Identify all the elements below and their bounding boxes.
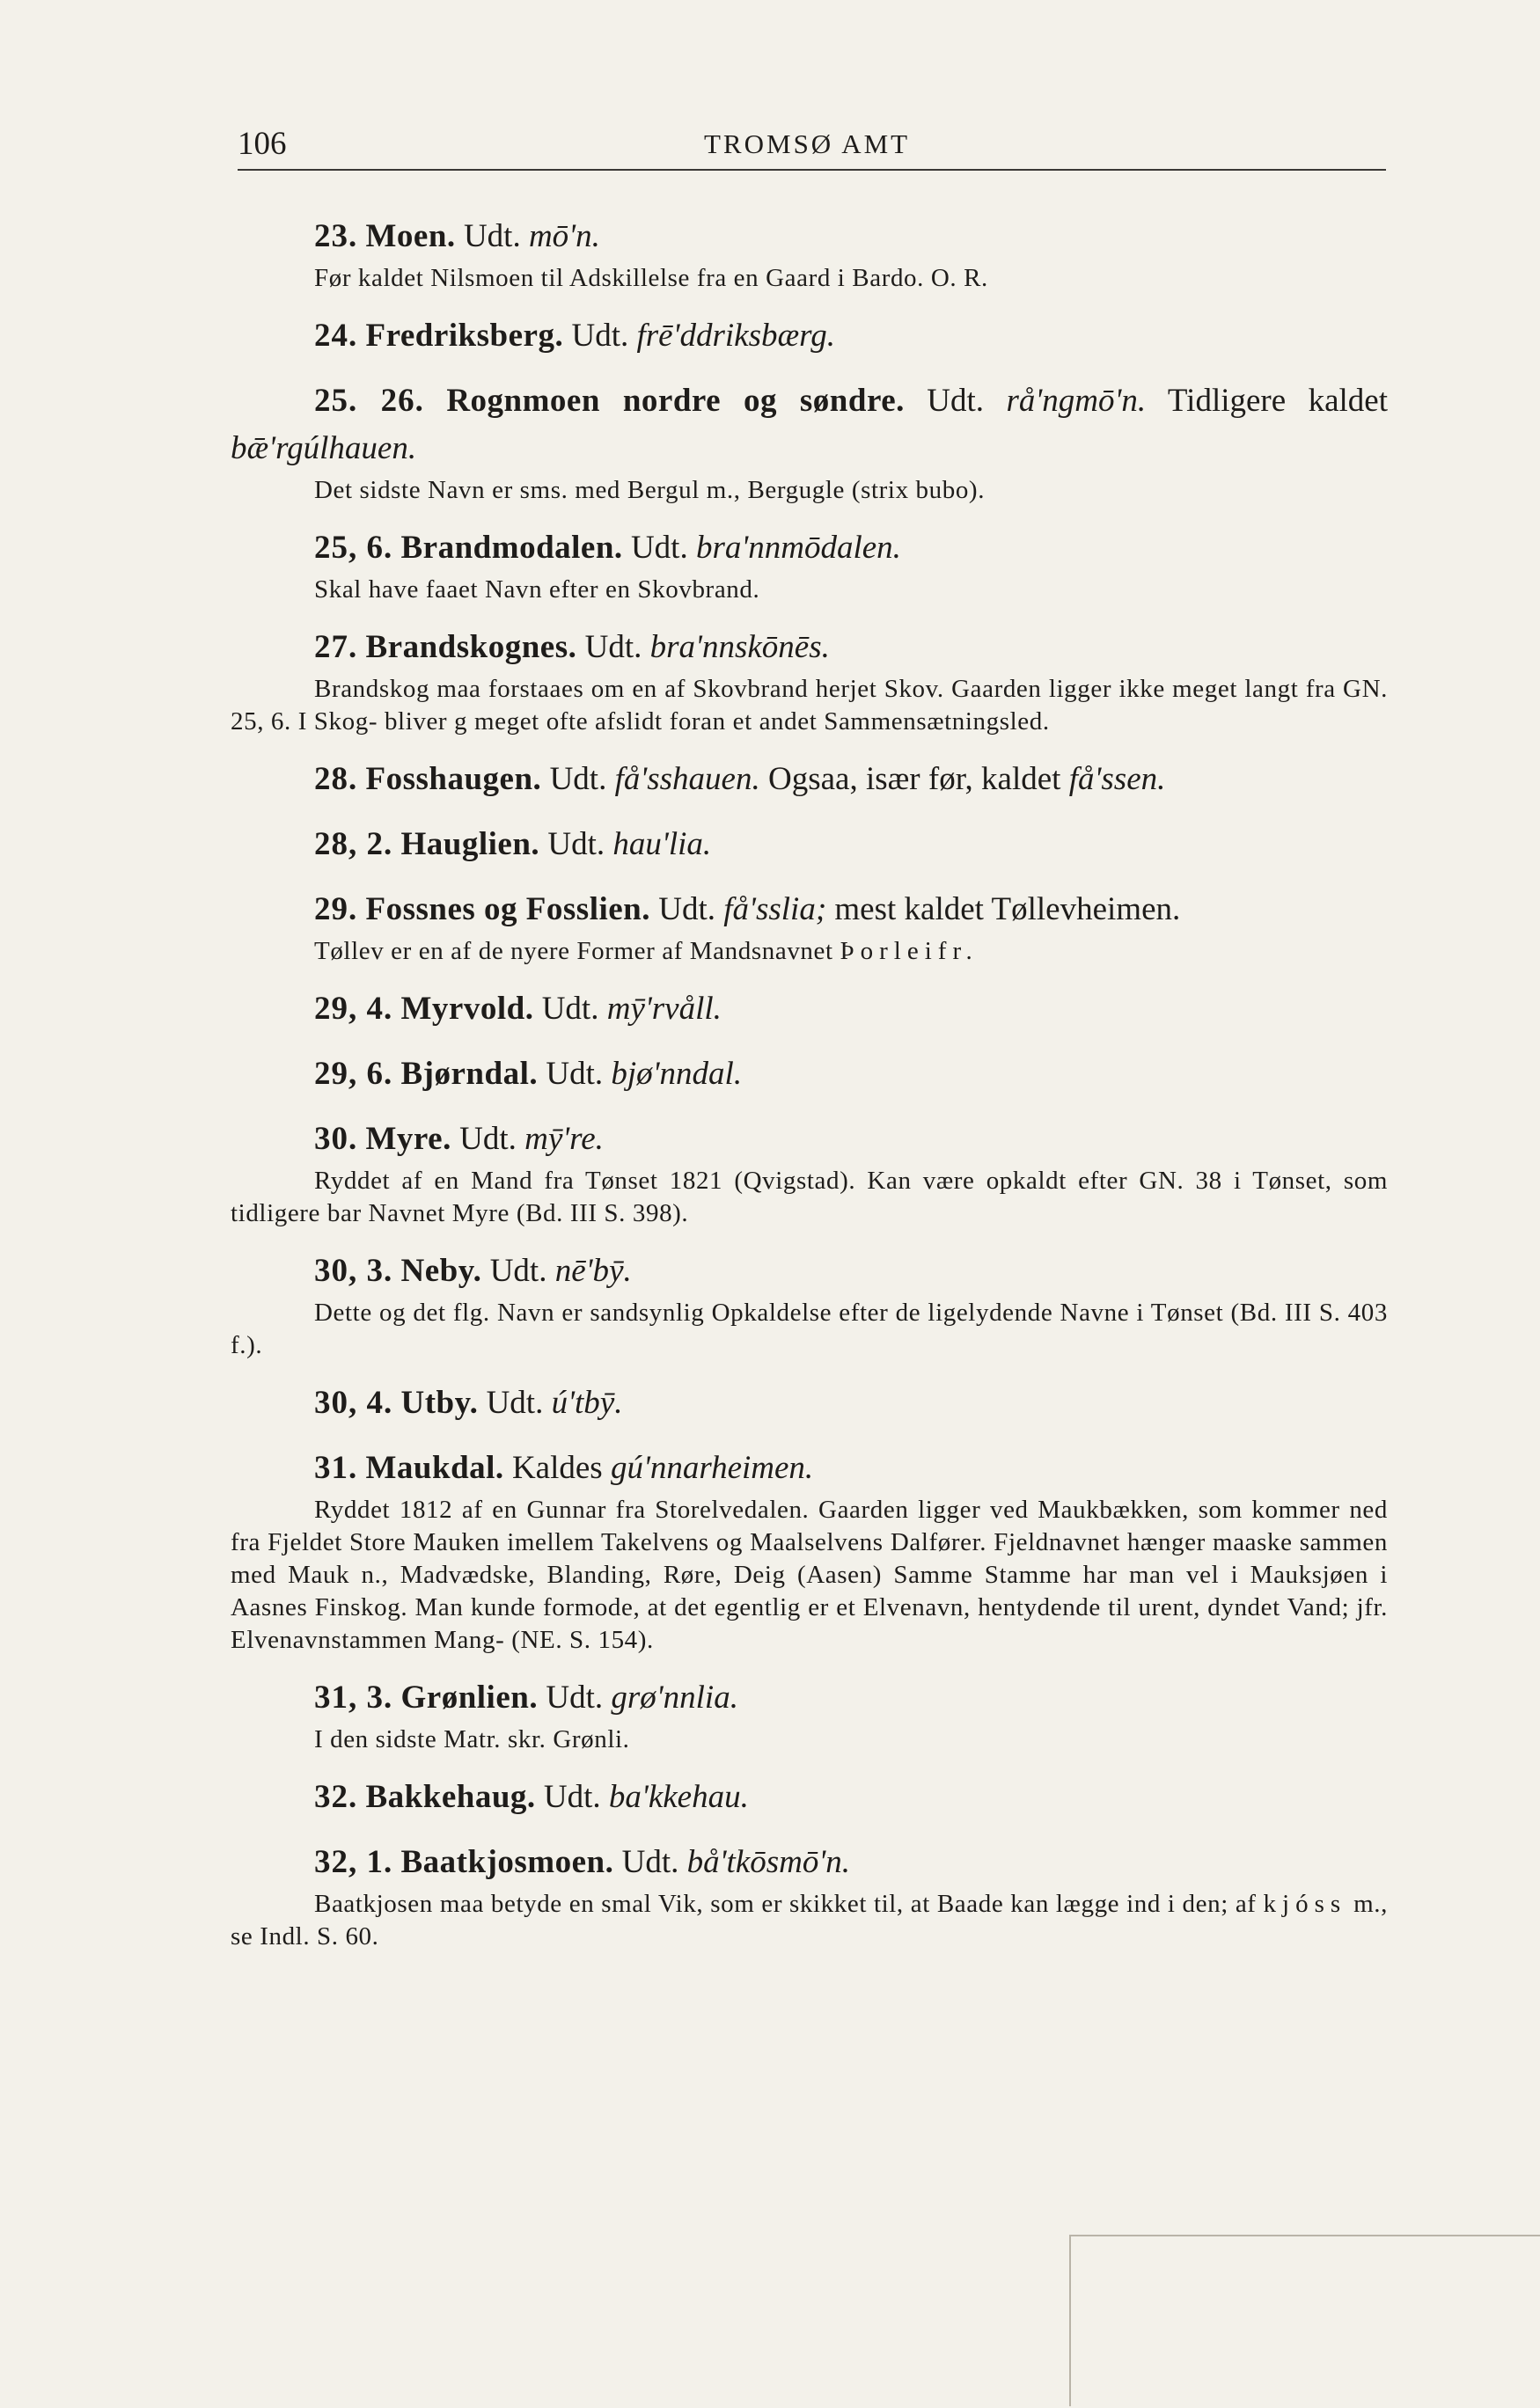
entry: [231, 756, 1388, 803]
heading-text: Ogsaa, især før, kaldet: [767, 761, 1061, 797]
entry: [231, 985, 1388, 1033]
heading-text: mest kaldet Tøllevheimen.: [834, 891, 1181, 927]
entry-note: [231, 1297, 1388, 1362]
entry-number: 24.: [314, 318, 358, 354]
entry-gap: [231, 1098, 1388, 1116]
entry-number: 30, 3.: [314, 1253, 393, 1289]
farm-name: Fosshaugen.: [365, 761, 542, 797]
entry-heading: [231, 1380, 1388, 1427]
entry-heading: [231, 1674, 1388, 1722]
pronunciation-lead: Udt.: [584, 629, 642, 665]
entry-heading: [231, 1050, 1388, 1098]
scan-mark: [1069, 2235, 1071, 2406]
entry: [231, 524, 1388, 606]
entry: [231, 1050, 1388, 1098]
entry-note: [231, 1724, 1388, 1756]
pronunciation-lead: Udt.: [546, 1056, 604, 1092]
alt-pronunciation: bǣ'rgúlhauen.: [231, 430, 417, 466]
farm-name: Bakkehaug.: [365, 1779, 536, 1815]
pronunciation: mȳ're.: [524, 1121, 604, 1157]
pronunciation: rå'ngmō'n.: [1006, 383, 1147, 419]
farm-name: Hauglien.: [400, 826, 540, 862]
entry: [231, 1248, 1388, 1362]
entry-gap: [231, 1756, 1388, 1774]
entry: [231, 1116, 1388, 1230]
entry-heading: [231, 886, 1388, 933]
entry-number: 30, 4.: [314, 1385, 393, 1421]
entry-number: 28, 2.: [314, 826, 393, 862]
running-title: TROMSØ AMT: [704, 128, 911, 159]
entry: [231, 377, 1388, 507]
page-header: [238, 125, 1386, 171]
pronunciation: gú'nnarheimen.: [610, 1450, 814, 1486]
farm-name: Moen.: [365, 218, 456, 254]
farm-name: Fredriksberg.: [365, 318, 564, 354]
farm-name: Neby.: [400, 1253, 482, 1289]
entry: [231, 312, 1388, 360]
entry-note: [231, 1165, 1388, 1230]
pronunciation: hau'lia.: [612, 826, 712, 862]
farm-name: Brandskognes.: [365, 629, 577, 665]
entry-gap: [231, 1230, 1388, 1248]
pronunciation-lead: Udt.: [459, 1121, 517, 1157]
note-text: Brandskog maa forstaaes om en af Skovbrand herjet Skov. Gaarden ligger ikke meget langt fra GN. 25, 6. I Skog- bliver g meget ofte afslidt foran et andet Sammensætningsled.: [231, 675, 1388, 736]
entry: [231, 624, 1388, 738]
spaced-word: kjóss: [1263, 1890, 1347, 1918]
entry-gap: [231, 968, 1388, 985]
entry-heading: [231, 1248, 1388, 1295]
pronunciation-lead: Udt.: [489, 1253, 547, 1289]
pronunciation-lead: Udt.: [547, 826, 605, 862]
entry-number: 25. 26.: [314, 383, 424, 419]
note-text: Ryddet af en Mand fra Tønset 1821 (Qvigstad). Kan være opkaldt efter GN. 38 i Tønset, som tidligere bar Navnet Myre (Bd. III S. 398).: [231, 1167, 1388, 1227]
entry-number: 29, 6.: [314, 1056, 393, 1092]
entry-gap: [231, 295, 1388, 312]
note-text: Skal have faaet Navn efter en Skovbrand.: [314, 575, 760, 604]
pronunciation: bjø'nndal.: [611, 1056, 743, 1092]
farm-name: Utby.: [400, 1385, 479, 1421]
entry-note: [231, 1888, 1388, 1953]
pronunciation-lead: Udt.: [658, 891, 716, 927]
entry-gap: [231, 507, 1388, 524]
entry-number: 29.: [314, 891, 358, 927]
entry-number: 31, 3.: [314, 1680, 393, 1716]
note-text: Det sidste Navn er sms. med Bergul m., Bergugle (strix bubo).: [314, 476, 986, 504]
entry-number: 25, 6.: [314, 530, 393, 566]
note-text: Dette og det flg. Navn er sandsynlig Opkaldelse efter de ligelydende Navne i Tønset (Bd. III S. 403 f.).: [231, 1299, 1388, 1359]
entry-gap: [231, 868, 1388, 886]
farm-name: Bjørndal.: [400, 1056, 539, 1092]
pronunciation-lead: Udt.: [621, 1844, 679, 1880]
entry-heading: [231, 756, 1388, 803]
pronunciation: få'sshauen.: [614, 761, 760, 797]
pronunciation-lead: Udt.: [630, 530, 688, 566]
note-text-end: m., se Indl. S. 60.: [231, 1890, 1388, 1951]
entry-gap: [231, 1657, 1388, 1674]
alt-pronunciation: få'ssen.: [1068, 761, 1166, 797]
entry-gap: [231, 1362, 1388, 1380]
entry-heading: [231, 524, 1388, 572]
pronunciation: ú'tbȳ.: [551, 1385, 623, 1421]
scan-mark: [1069, 2235, 1540, 2236]
note-text: Ryddet 1812 af en Gunnar fra Storelvedalen. Gaarden ligger ved Maukbækken, som kommer ned fra Fjeldet Store Mauken imellem Takelvens og Maalselvens Dalfører. Fjeldnavnet hænger maaske sammen med Mauk n., Madvædske, Blanding, Røre, Deig (Aasen) Samme Stamme har man vel i Mauksjøen i Aasnes Finskog. Man kunde formode, at det egentlig er et Elvenavn, hentydende til urent, dyndet Vand; jfr. Elvenavnstammen Mang- (NE. S. 154).: [231, 1496, 1388, 1654]
entry-note: [231, 673, 1388, 738]
entry-note: [231, 935, 1388, 968]
entry-number: 27.: [314, 629, 358, 665]
pronunciation: frē'ddriksbærg.: [636, 318, 835, 354]
farm-name: Myre.: [365, 1121, 451, 1157]
entry-gap: [231, 803, 1388, 821]
entry-number: 32.: [314, 1779, 358, 1815]
entry-heading: [231, 985, 1388, 1033]
entry-heading: [231, 213, 1388, 260]
farm-name: Fossnes og Fosslien.: [365, 891, 651, 927]
pronunciation: mȳ'rvåll.: [606, 991, 722, 1027]
note-text: Før kaldet Nilsmoen til Adskillelse fra en Gaard i Bardo. O. R.: [314, 264, 988, 292]
entry-number: 29, 4.: [314, 991, 393, 1027]
entry-gap: [231, 1427, 1388, 1445]
entry-heading: [231, 1774, 1388, 1821]
entry-number: 23.: [314, 218, 358, 254]
note-text: I den sidste Matr. skr. Grønli.: [314, 1725, 630, 1753]
note-text: Baatkjosen maa betyde en smal Vik, som er skikket til, at Baade kan lægge ind i den; af: [314, 1890, 1257, 1918]
entry: [231, 1380, 1388, 1427]
pronunciation-lead: Udt.: [543, 1779, 601, 1815]
note-text: Tøllev er en af de nyere Former af Mandsnavnet: [314, 937, 833, 965]
pronunciation-lead: Udt.: [546, 1680, 604, 1716]
entry-heading: [231, 624, 1388, 671]
pronunciation-lead: Udt.: [549, 761, 607, 797]
entry-gap: [231, 1033, 1388, 1050]
farm-name: Baatkjosmoen.: [400, 1844, 614, 1880]
entry: [231, 886, 1388, 968]
entry: [231, 213, 1388, 295]
entry-heading: [231, 377, 1388, 472]
pronunciation: grø'nnlia.: [611, 1680, 738, 1716]
entry-number: 28.: [314, 761, 358, 797]
entry-gap: [231, 606, 1388, 624]
entry-note: [231, 1494, 1388, 1657]
entry-list: [231, 213, 1388, 1953]
entry-gap: [231, 360, 1388, 377]
pronunciation-lead: Udt.: [463, 218, 521, 254]
entry-note: [231, 574, 1388, 606]
pronunciation: bra'nnmōdalen.: [695, 530, 901, 566]
pronunciation-lead: Udt.: [571, 318, 629, 354]
pronunciation-lead: Udt.: [927, 383, 985, 419]
farm-name: Myrvold.: [400, 991, 534, 1027]
heading-text: Tidligere kaldet: [1167, 383, 1388, 419]
entry-heading: [231, 1839, 1388, 1886]
entry: [231, 1839, 1388, 1953]
entry-note: [231, 262, 1388, 295]
farm-name: Grønlien.: [400, 1680, 539, 1716]
pronunciation: ba'kkehau.: [608, 1779, 749, 1815]
pronunciation: få'sslia;: [723, 891, 827, 927]
entry: [231, 1674, 1388, 1756]
farm-name: Brandmodalen.: [400, 530, 623, 566]
entry: [231, 821, 1388, 868]
entry-heading: [231, 312, 1388, 360]
pronunciation: bå'tkōsmō'n.: [686, 1844, 851, 1880]
pronunciation-lead: Udt.: [486, 1385, 544, 1421]
entry-note: [231, 474, 1388, 507]
pronunciation: bra'nnskōnēs.: [649, 629, 830, 665]
entry-heading: [231, 821, 1388, 868]
pronunciation: nē'bȳ.: [554, 1253, 632, 1289]
entry: [231, 1445, 1388, 1657]
entry-number: 32, 1.: [314, 1844, 393, 1880]
entry-gap: [231, 738, 1388, 756]
spaced-word: Þorleifr.: [840, 937, 979, 965]
page-number: 106: [238, 126, 287, 162]
farm-name: Maukdal.: [365, 1450, 504, 1486]
entry-heading: [231, 1116, 1388, 1163]
entry-heading: [231, 1445, 1388, 1492]
entry-gap: [231, 1821, 1388, 1839]
pronunciation: mō'n.: [528, 218, 600, 254]
pronunciation-lead: Kaldes: [511, 1450, 603, 1486]
entry-number: 30.: [314, 1121, 358, 1157]
entry: [231, 1774, 1388, 1821]
farm-name: Rognmoen nordre og søndre.: [446, 383, 905, 419]
entry-number: 31.: [314, 1450, 358, 1486]
pronunciation-lead: Udt.: [541, 991, 599, 1027]
